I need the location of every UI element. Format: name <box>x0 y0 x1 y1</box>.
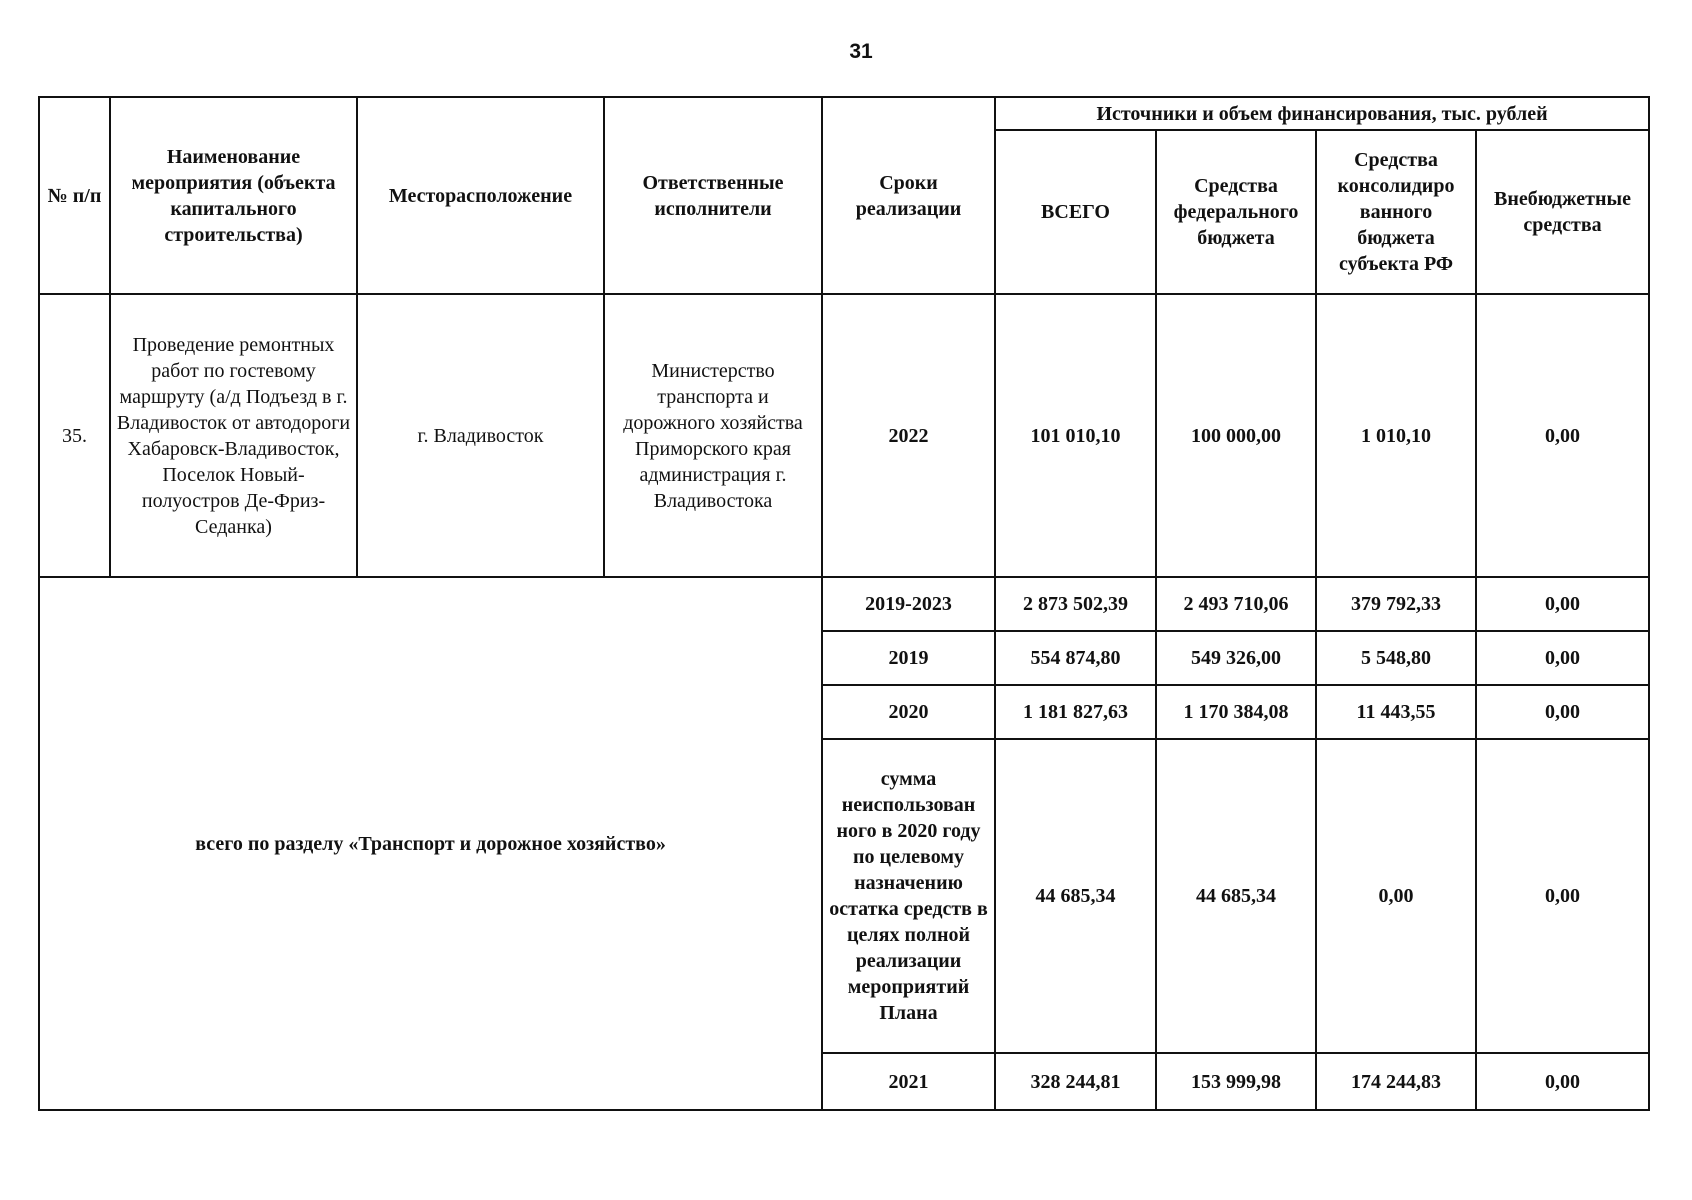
row-responsible: Министерство транспорта и дорожного хозяйства Приморского края администрация г. Владивостока <box>604 294 822 577</box>
summary-label: всего по разделу «Транспорт и дорожное хозяйство» <box>39 577 822 1110</box>
summary-term: 2020 <box>822 685 995 739</box>
page-number: 31 <box>849 40 873 63</box>
summary-federal: 2 493 710,06 <box>1156 577 1316 631</box>
header-extrabudget: Внебюджетные средства <box>1476 130 1649 294</box>
header-funding-group: Источники и объем финансирования, тыс. рублей <box>995 97 1649 130</box>
summary-term: 2021 <box>822 1053 995 1110</box>
summary-extrabudget: 0,00 <box>1476 631 1649 685</box>
summary-total: 2 873 502,39 <box>995 577 1156 631</box>
summary-extrabudget: 0,00 <box>1476 685 1649 739</box>
summary-total: 328 244,81 <box>995 1053 1156 1110</box>
row-federal: 100 000,00 <box>1156 294 1316 577</box>
summary-term-note: сумма неиспользован ного в 2020 году по целевому назначению остатка средств в целях полной реализации мероприятий Плана <box>822 739 995 1053</box>
header-responsible: Ответственные исполнители <box>604 97 822 294</box>
row-total: 101 010,10 <box>995 294 1156 577</box>
summary-regional: 174 244,83 <box>1316 1053 1476 1110</box>
header-terms: Сроки реализации <box>822 97 995 294</box>
funding-table <box>38 96 1650 1111</box>
header-num: № п/п <box>39 97 110 294</box>
table-row <box>39 294 1649 577</box>
row-terms: 2022 <box>822 294 995 577</box>
summary-extrabudget: 0,00 <box>1476 1053 1649 1110</box>
row-extrabudget: 0,00 <box>1476 294 1649 577</box>
header-federal: Средства федерального бюджета <box>1156 130 1316 294</box>
summary-federal: 549 326,00 <box>1156 631 1316 685</box>
summary-regional: 0,00 <box>1316 739 1476 1053</box>
header-regional: Средства консолидиро ванного бюджета субъекта РФ <box>1316 130 1476 294</box>
summary-federal: 153 999,98 <box>1156 1053 1316 1110</box>
summary-total: 1 181 827,63 <box>995 685 1156 739</box>
summary-extrabudget: 0,00 <box>1476 577 1649 631</box>
summary-federal: 44 685,34 <box>1156 739 1316 1053</box>
summary-row <box>39 577 1649 631</box>
summary-total: 44 685,34 <box>995 739 1156 1053</box>
summary-regional: 5 548,80 <box>1316 631 1476 685</box>
header-name: Наименование мероприятия (объекта капитального строительства) <box>110 97 357 294</box>
summary-total: 554 874,80 <box>995 631 1156 685</box>
row-location: г. Владивосток <box>357 294 604 577</box>
summary-term: 2019 <box>822 631 995 685</box>
summary-term: 2019-2023 <box>822 577 995 631</box>
row-name: Проведение ремонтных работ по гостевому маршруту (а/д Подъезд в г. Владивосток от автодороги Хабаровск-Владивосток, Поселок Новый-полуостров Де-Фриз-Седанка) <box>110 294 357 577</box>
summary-extrabudget: 0,00 <box>1476 739 1649 1053</box>
header-total: ВСЕГО <box>995 130 1156 294</box>
summary-regional: 379 792,33 <box>1316 577 1476 631</box>
row-num: 35. <box>39 294 110 577</box>
row-regional: 1 010,10 <box>1316 294 1476 577</box>
header-location: Месторасположение <box>357 97 604 294</box>
summary-federal: 1 170 384,08 <box>1156 685 1316 739</box>
summary-regional: 11 443,55 <box>1316 685 1476 739</box>
